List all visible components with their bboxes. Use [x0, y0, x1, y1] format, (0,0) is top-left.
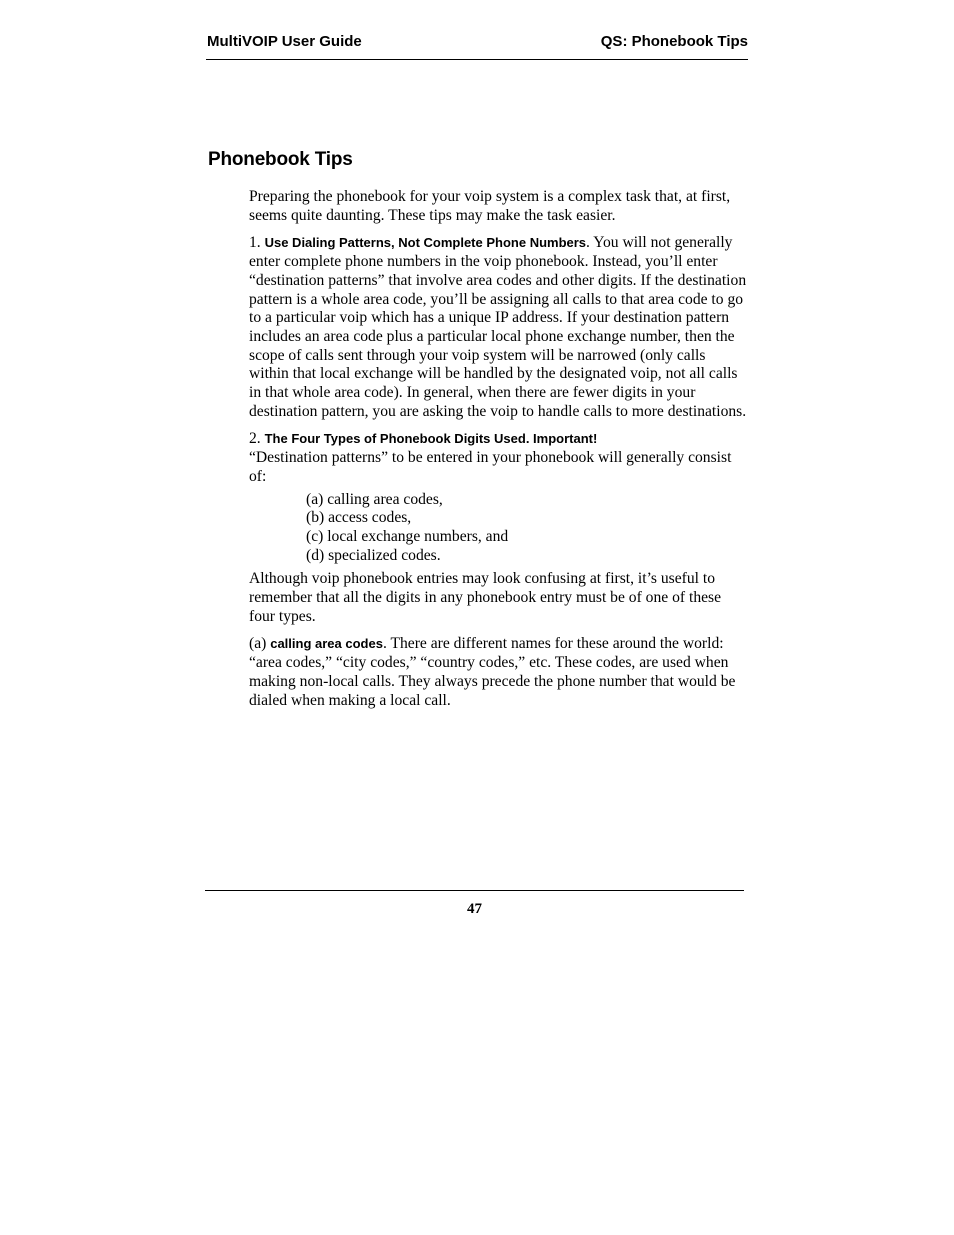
header-section-title: QS: Phonebook Tips: [600, 33, 748, 50]
list-item: (c) local exchange numbers, and: [306, 527, 509, 545]
tip-2-body: “Destination patterns” to be entered in your phonebook will generally consist of:: [249, 449, 732, 485]
tip-a-heading: calling area codes: [270, 636, 383, 652]
section-title: Phonebook Tips: [208, 149, 353, 170]
digit-types-list: [306, 491, 749, 566]
page-number: 47: [467, 901, 482, 917]
tip-1-paragraph: [249, 234, 749, 421]
tip-2-heading-line: [249, 430, 749, 449]
list-item: (a) calling area codes,: [306, 490, 443, 508]
tip-a-body: . There are different names for these around the world: “area codes,” “city codes,” “country codes,” etc. These codes, are used when making non-local calls. They always precede the phone number that would be dialed when making a local call.: [249, 635, 736, 709]
tip-1-heading: Use Dialing Patterns, Not Complete Phone Numbers: [264, 235, 587, 251]
tip-2-paragraph: [249, 430, 749, 486]
intro-paragraph: Preparing the phonebook for your voip system is a complex task that, at first, seems quite daunting. These tips may make the task easier.: [249, 188, 731, 224]
list-item: (d) specialized codes.: [306, 546, 441, 564]
list-item: (b) access codes,: [306, 509, 412, 527]
tip-2-number: 2.: [249, 430, 265, 448]
tip-2-heading: The Four Types of Phonebook Digits Used. Important!: [264, 431, 598, 447]
tip-1-body: . You will not generally enter complete phone numbers in the voip phonebook. Instead, you’ll enter “destination patterns” that involve area codes and other digits. If the destination pattern is a whole area code, you’ll be assigning all calls to that area code to go to a particular voip which has a unique IP address. If your destination pattern includes an area code plus a particular local phone exchange number, then the scope of calls sent through your voip system will be narrowed (only calls within that local exchange will be handled by the designated voip, not all calls in that whole area code). In general, when there are fewer digits in your destination pattern, you are asking the voip to handle calls to more destinations.: [249, 234, 747, 420]
header-doc-title: MultiVOIP User Guide: [207, 33, 362, 50]
tip-a-paragraph: [249, 635, 749, 710]
footer-divider: [205, 890, 744, 891]
body-content: [249, 188, 749, 719]
tip-2-after-paragraph: Although voip phonebook entries may look confusing at first, it’s useful to remember that all the digits in any phonebook entry must be of one of these four types.: [249, 570, 722, 625]
tip-a-prefix: (a): [249, 635, 271, 653]
tip-1-number: 1.: [249, 234, 265, 252]
page-header: [206, 33, 748, 60]
